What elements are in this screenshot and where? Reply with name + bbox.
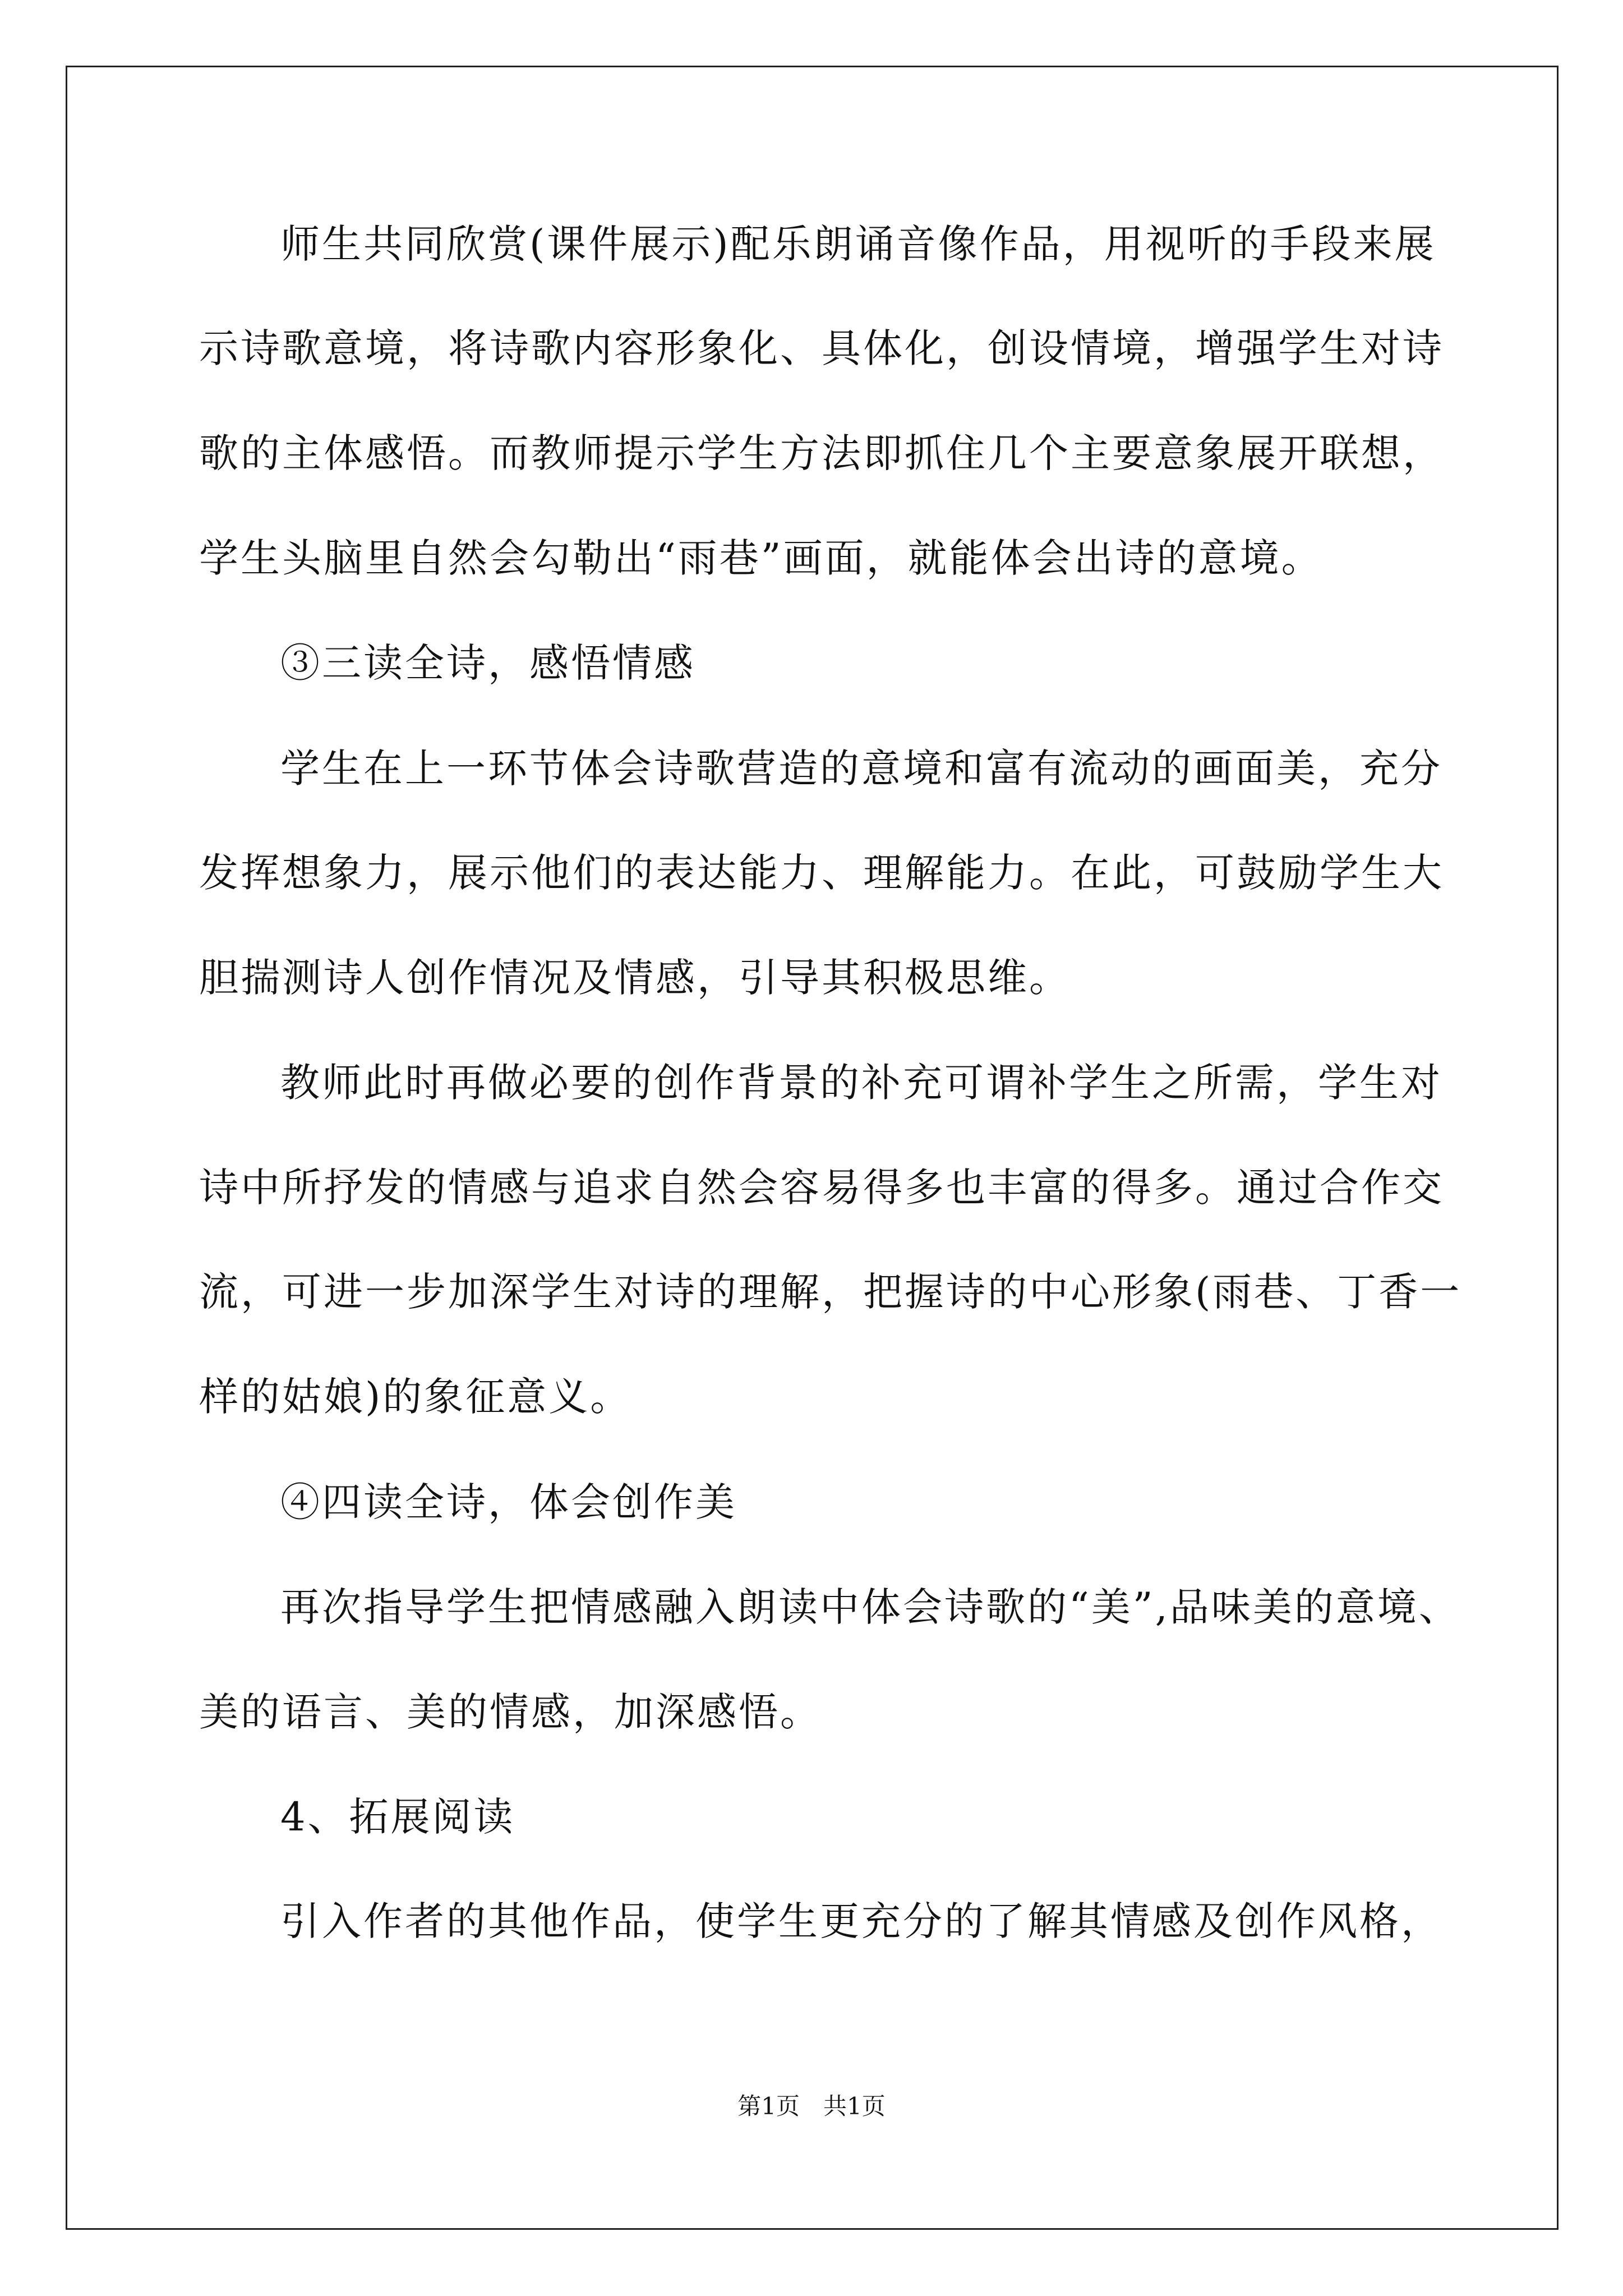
paragraph-line: 胆揣测诗人创作情况及情感，引导其积极思维。 — [199, 955, 1071, 1001]
paragraph-line: 诗中所抒发的情感与追求自然会容易得多也丰富的得多。通过合作交 — [199, 1165, 1444, 1211]
paragraph-line: 学生在上一环节体会诗歌营造的意境和富有流动的画面美，充分 — [280, 746, 1442, 792]
paragraph-line: 师生共同欣赏(课件展示)配乐朗诵音像作品，用视听的手段来展 — [280, 221, 1436, 267]
paragraph-line: 引入作者的其他作品，使学生更充分的了解其情感及创作风格， — [280, 1898, 1442, 1944]
paragraph-line: 美的语言、美的情感，加深感悟。 — [199, 1689, 822, 1735]
paragraph-line: 流，可进一步加深学生对诗的理解，把握诗的中心形象(雨巷、丁香一 — [199, 1269, 1462, 1315]
paragraph-line: 歌的主体感悟。而教师提示学生方法即抓住几个主要意象展开联想， — [199, 430, 1444, 476]
section-heading: ④四读全诗，体会创作美 — [280, 1479, 737, 1525]
paragraph-line: 再次指导学生把情感融入朗读中体会诗歌的“美”,品味美的意境、 — [280, 1584, 1460, 1630]
paragraph-line: 发挥想象力，展示他们的表达能力、理解能力。在此，可鼓励学生大 — [199, 850, 1444, 896]
section-heading: ③三读全诗，感悟情感 — [280, 640, 695, 686]
paragraph-line: 样的姑娘)的象征意义。 — [199, 1374, 632, 1420]
page-number-footer: 第1页 共1页 — [737, 2092, 886, 2120]
paragraph-line: 学生头脑里自然会勾勒出“雨巷”画面，就能体会出诗的意境。 — [199, 535, 1323, 581]
paragraph-line: 教师此时再做必要的创作背景的补充可谓补学生之所需，学生对 — [280, 1060, 1442, 1106]
section-heading: 4、拓展阅读 — [280, 1794, 515, 1840]
paragraph-line: 示诗歌意境，将诗歌内容形象化、具体化，创设情境，增强学生对诗 — [199, 325, 1444, 371]
